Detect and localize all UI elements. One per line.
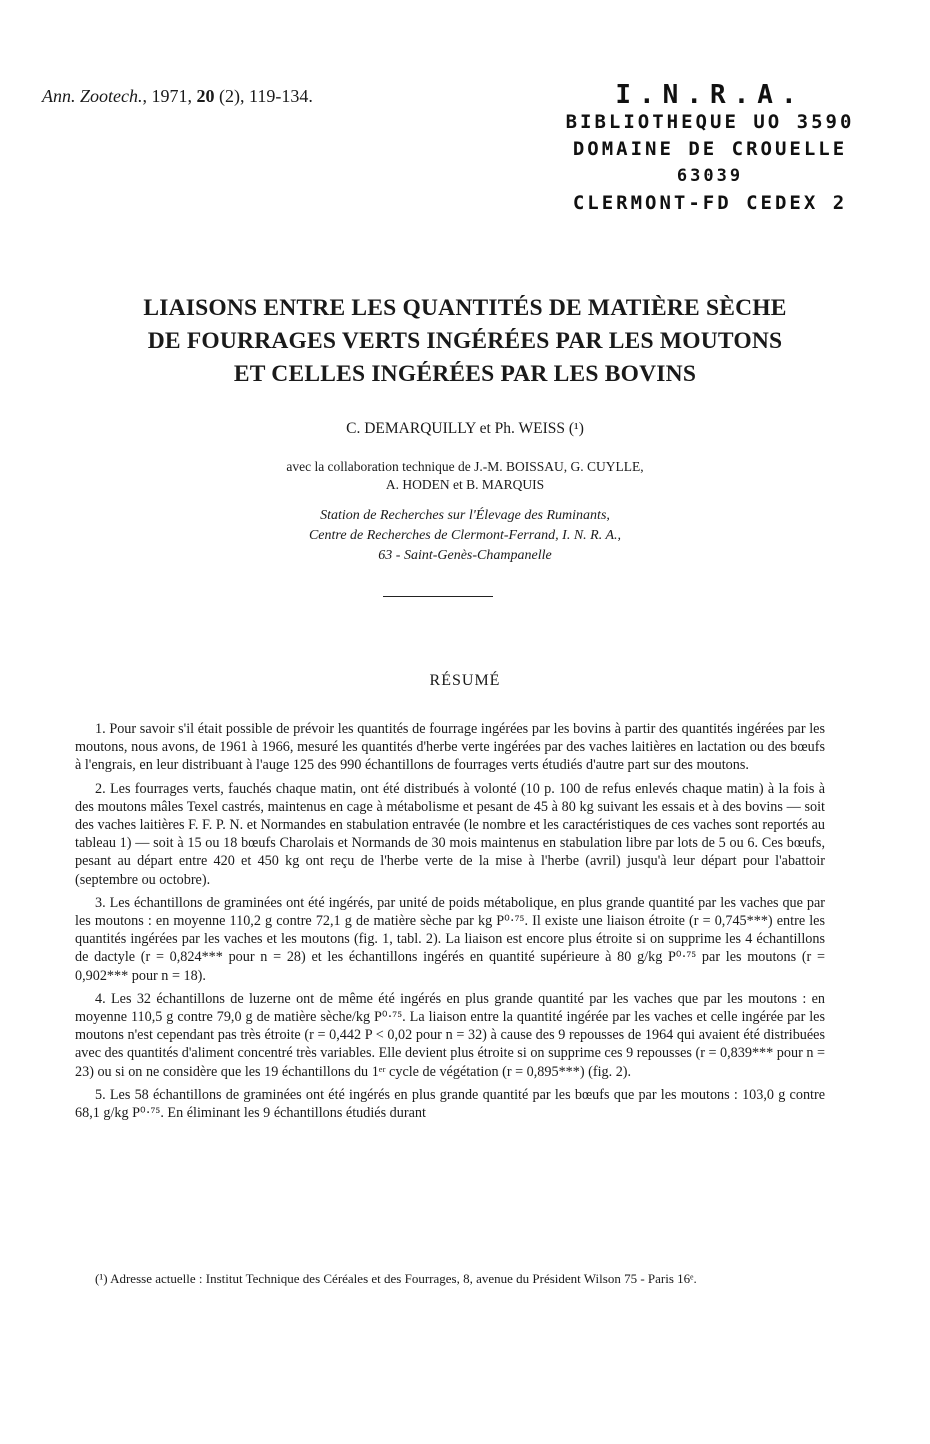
abstract-body <box>75 720 825 1127</box>
library-stamp <box>560 82 860 217</box>
affiliation <box>0 506 930 566</box>
authors: C. DEMARQUILLY et Ph. WEISS (¹) <box>346 420 584 437</box>
affiliation-line-2: Centre de Recherches de Clermont-Ferrand, I. N. R. A., <box>308 528 622 543</box>
stamp-line-2: BIBLIOTHEQUE UO 3590 <box>565 111 855 133</box>
collaboration-line-2: A. HODEN et B. MARQUIS <box>385 477 545 492</box>
paragraph-3: 3. Les échantillons de graminées ont été ingérés, par unité de poids métabolique, en plus grande quantité par les vaches que par les moutons : en moyenne 110,2 g contre 72,1 g de matière sèche par kg P⁰·⁷⁵. Il existe une liaison étroite (r = 0,745***) entre les quantités ingérées par les vaches et les moutons (fig. 1, tabl. 2). La liaison est encore plus étroite si on supprime les 4 échantillons de dactyle (r = 0,824*** pour n = 28) et les échantillons ingérés en quantité supérieure à 80 g/kg P⁰·⁷⁵ par les moutons (r = 0,902*** pour n = 18). <box>75 894 825 984</box>
footnote: (¹) Adresse actuelle : Institut Technique des Céréales et des Fourrages, 8, avenue du Président Wilson 75 - Paris 16ᵉ. <box>95 1271 697 1286</box>
separator-rule <box>383 596 493 597</box>
title-line-3: ET CELLES INGÉRÉES PAR LES BOVINS <box>233 361 697 387</box>
title-line-1: LIAISONS ENTRE LES QUANTITÉS DE MATIÈRE SÈCHE <box>143 295 787 321</box>
affiliation-line-3: 63 - Saint-Genès-Champanelle <box>378 548 552 563</box>
journal-volume: 20 <box>196 86 215 106</box>
title-line-2: DE FOURRAGES VERTS INGÉRÉES PAR LES MOUTONS <box>147 328 783 354</box>
journal-name: Ann. Zootech. <box>42 86 143 106</box>
paper-title <box>40 292 890 391</box>
journal-issue-pages: (2), 119-134. <box>214 86 313 106</box>
collaboration-line-1: avec la collaboration technique de J.-M. BOISSAU, G. CUYLLE, <box>286 459 644 474</box>
journal-year: , 1971, <box>142 86 197 106</box>
collaboration <box>0 458 930 494</box>
journal-citation <box>42 86 313 107</box>
paragraph-5: 5. Les 58 échantillons de graminées ont été ingérés en plus grande quantité par les bœufs que par les moutons : 103,0 g contre 68,1 g/kg P⁰·⁷⁵. En éliminant les 9 échantillons étudiés durant <box>75 1086 825 1122</box>
stamp-line-3: DOMAINE DE CROUELLE <box>572 138 848 160</box>
section-heading-resume: RÉSUMÉ <box>429 672 501 689</box>
paragraph-4: 4. Les 32 échantillons de luzerne ont de même été ingérés en plus grande quantité par les vaches que par les moutons : en moyenne 110,5 g contre 79,0 g de matière sèche/kg P⁰·⁷⁵. La liaison entre la quantité ingérée par les vaches et celle ingérée par les moutons n'est cependant pas très étroite (r = 0,442 P < 0,02 pour n = 32) à cause des 9 repousses de 1964 qui avaient été distribuées avec des quantités d'aliment concentré très variables. Elle devient plus étroite si on supprime ces 9 repousses (r = 0,839*** pour n = 23) ou si on ne considère que les 19 échantillons du 1ᵉʳ cycle de végétation (r = 0,895***) (fig. 2). <box>75 990 825 1080</box>
stamp-line-5: CLERMONT-FD CEDEX 2 <box>572 192 848 214</box>
paragraph-1: 1. Pour savoir s'il était possible de prévoir les quantités de fourrage ingérées par les bovins à partir des quantités ingérées par les moutons, nous avons, de 1961 à 1966, mesuré les quantités d'herbe verte ingérées par des vaches laitières en lactation ou des bœufs à l'engrais, en leur distribuant à l'auge 125 des 990 échantillons de fourrages verts étudiés d'autre part sur des moutons. <box>75 721 825 774</box>
stamp-line-1: I.N.R.A. <box>615 80 805 110</box>
affiliation-line-1: Station de Recherches sur l'Élevage des Ruminants, <box>320 508 610 523</box>
paragraph-2: 2. Les fourrages verts, fauchés chaque matin, ont été distribués à volonté (10 p. 100 de refus enlevés chaque matin) à la fois à des moutons mâles Texel castrés, maintenus en cage à métabolisme et pesant de 45 à 80 kg suivant les essais et à des bovins — soit des vaches laitières F. F. P. N. et Normandes en stabulation entravée (le nombre et les caractéristiques de ces vaches sont reportés au tableau 1) — soit à 15 ou 18 bœufs Charolais et Normands de 30 mois maintenus en stabulation libre par lots de 5 ou 6. Ces bœufs, pesant au départ entre 420 et 450 kg ont reçu de l'herbe verte de la mise à l'herbe (avril) jusqu'à leur départ pour l'abattoir (septembre ou octobre). <box>75 780 825 888</box>
stamp-line-4: 63039 <box>676 166 744 186</box>
